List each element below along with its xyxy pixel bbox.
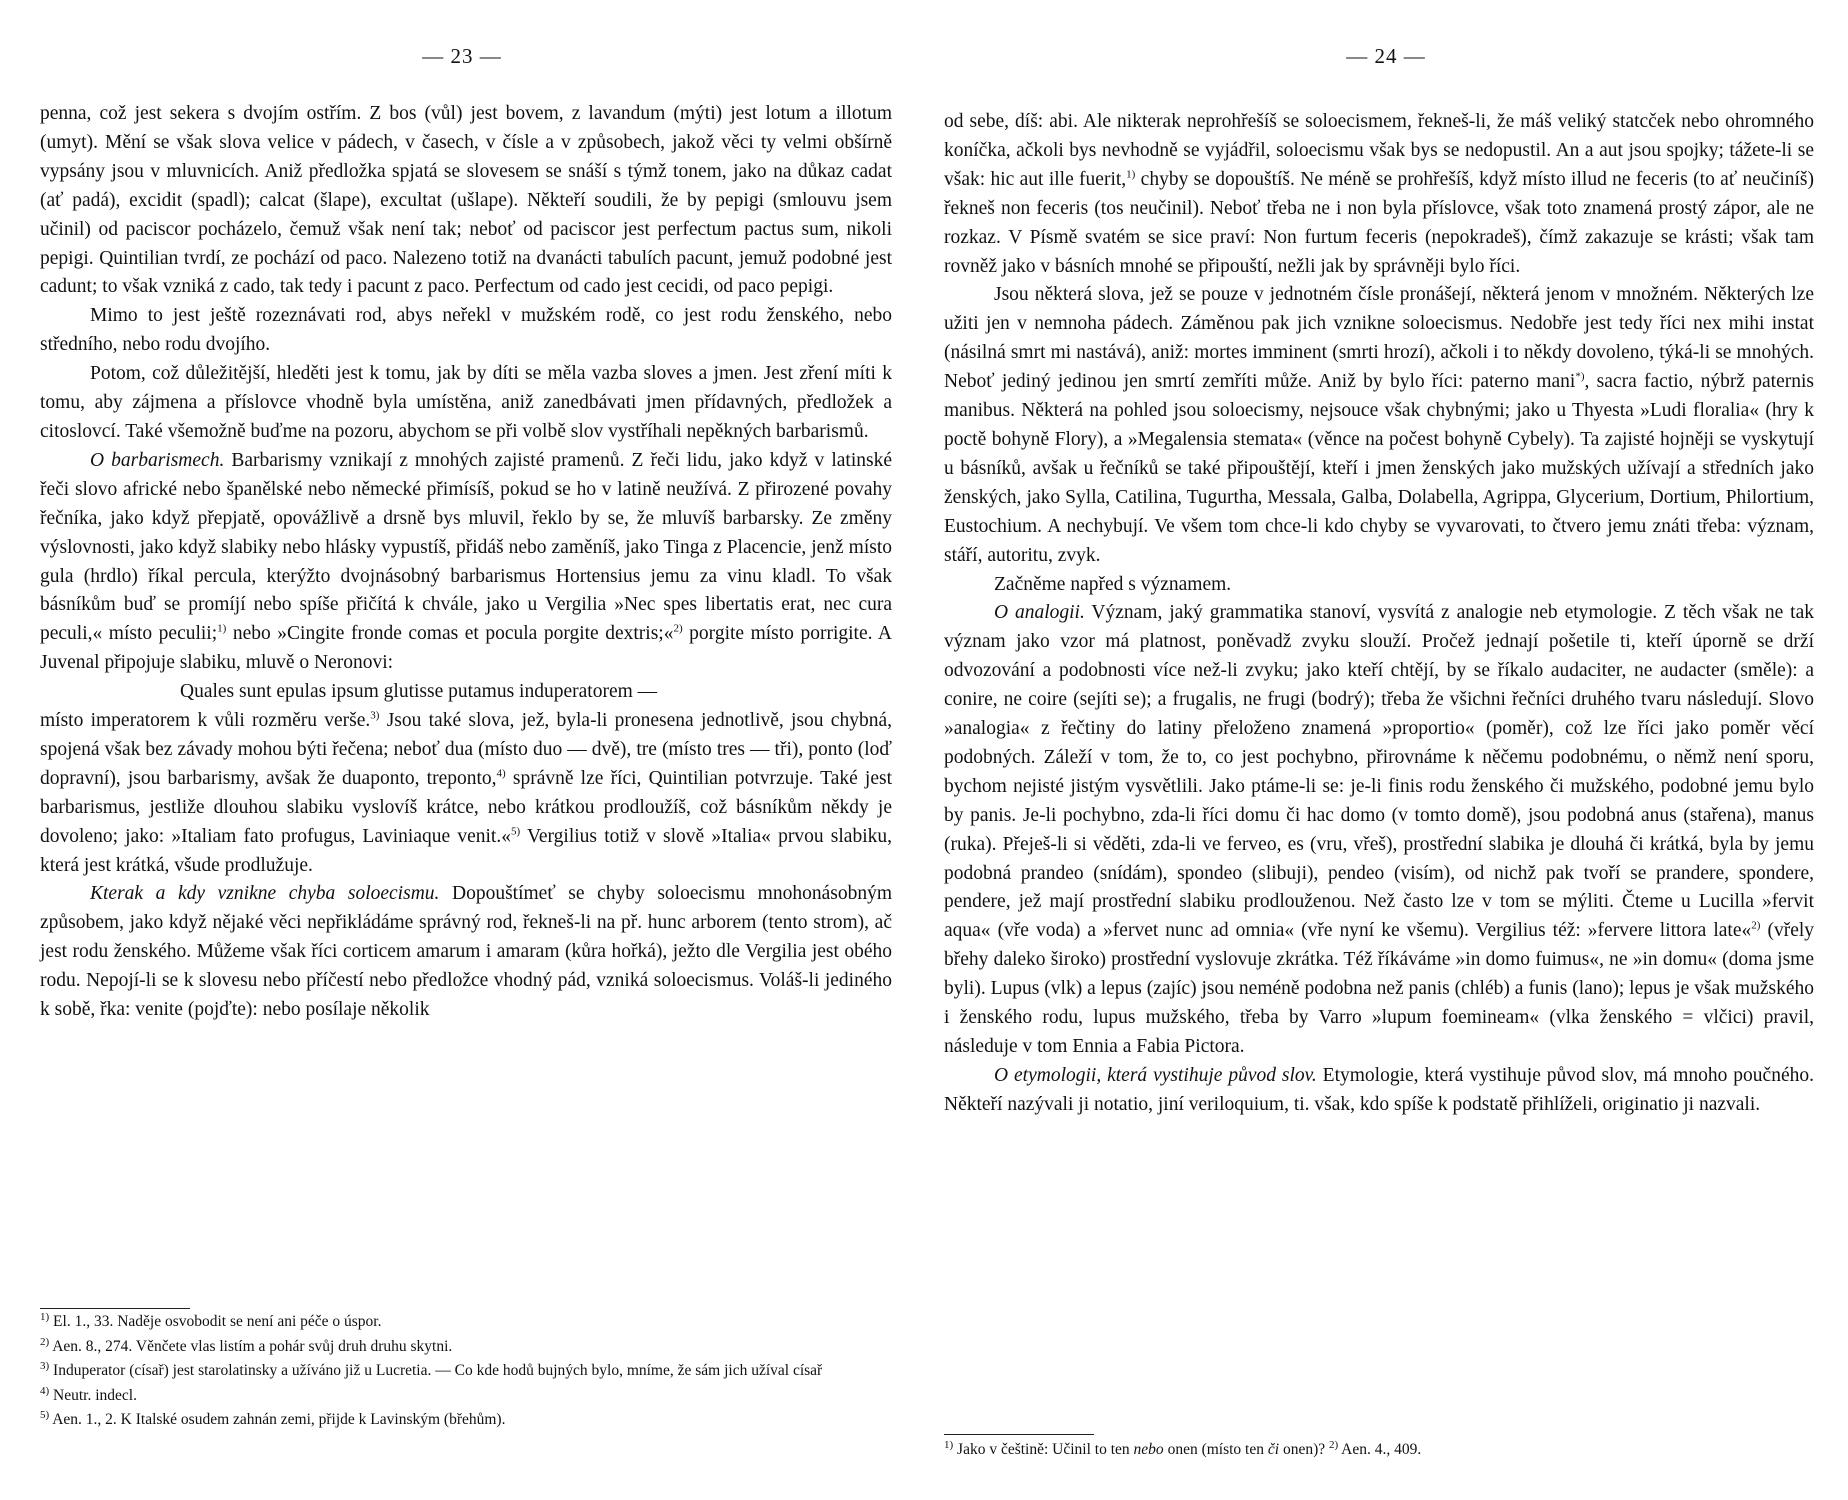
paragraph-text: správně lze říci, Quintilian potvrzuje. Také jest barbarismus, jestliže dlouhou slabiku vyslovíš krátce, nebo krátkou prodloužíš, což básníkům někdy je dovoleno; jako: »Italiam fato profugus, Laviniaque venit.«: [40, 767, 893, 847]
footnote-divider: [40, 1308, 190, 1309]
page-24: [924, 0, 1848, 1500]
paragraph: [40, 447, 892, 678]
footnote-divider: [944, 1434, 1094, 1435]
footnote-mark: 5): [40, 1408, 50, 1421]
paragraph-text: Vergilius totiž v slově »Italia« prvou slabiku, která jest krátká, všude prodlužuje.: [40, 825, 892, 876]
paragraph: Mimo to jest ještě rozeznávati rod, abys neřekl v mužském rodě, co jest rodu ženského, nebo středního, nebo rodu dvojího.: [40, 305, 892, 356]
paragraph-text: nebo »Cingite fronde comas et pocula porgite dextris;«: [226, 623, 674, 645]
footnote: [40, 1335, 892, 1360]
paragraph: [40, 880, 892, 1025]
paragraph-text: porgite místo porrigite. A Juvenal připojuje slabiku, mluvě o Neronovi:: [40, 623, 893, 674]
footnote-ref: 1): [1126, 168, 1136, 181]
footnote-text: onen)?: [1279, 1441, 1329, 1458]
page-number: — 24 —: [1346, 44, 1426, 68]
paragraph: [944, 599, 1814, 1062]
footnote-text: Neutr. indecl.: [53, 1386, 137, 1404]
footnote-mark: 4): [40, 1384, 50, 1397]
paragraph-text: Jsou některá slova, jež se pouze v jednotném čísle pronášejí, některá jenom v množném. Některých lze užiti jen v nemnoha pádech. Záměnou pak jich vznikne soloecismus. Nedobře jest tedy říci nex mihi instat (násilná smrt mi nastává), aniž: mortes imminent (smrti hrozí), ačkoli i to někdy dovoleno, týká-li se mnohých. Neboť jediný jedinou jen smrtí zemříti může. Aniž by bylo říci: paterno mani: [944, 284, 1814, 393]
page-body: [40, 100, 892, 1025]
page-body: [944, 108, 1814, 1120]
paragraph: Začněme napřed s významem.: [994, 573, 1232, 595]
footnote-mark: 2): [40, 1335, 50, 1348]
footnote-ref: 2): [1751, 919, 1761, 932]
footnote-text: onen (místo ten: [1163, 1441, 1268, 1458]
section-heading: O etymologii, která vystihuje původ slov.: [994, 1064, 1317, 1086]
footnote-text: Aen. 4., 409.: [1338, 1441, 1422, 1458]
footnote-ref: *): [1575, 370, 1585, 383]
footnote: [40, 1408, 892, 1433]
paragraph-text: místo imperatorem k vůli rozměru verše.: [40, 710, 371, 732]
paragraph: penna, což jest sekera s dvojím ostřím. Z bos (vůl) jest bovem, z lavandum (mýti) jest lotum a illotum (umyt). Mění se však slova velice v pádech, v časech, v čísle a v způsobech, jakož věci ty velmi obšírně vypsány jsou v mluvnicích. Aniž předložka spjatá se slovesem se snáší s týmž tonem, jako na důkaz cadat (ať padá), excidit (spadl); calcat (šlape), excultat (ušlape). Někteří soudili, že by pepigi (smlouvu jsem učinil) od paciscor pocházelo, čemuž však není tak; neboť od paciscor jest perfectum pactus sum, nikoli pepigi. Quintilian tvrdí, ze pochází od paco. Nalezeno totiž na dvanácti tabulích pacunt, jemuž podobné jest cadunt; to však vzniká z cado, tak tedy i pacunt z paco. Perfectum od cado jest cecidi, od paco pepigi.: [40, 103, 892, 298]
footnote-text: El. 1., 33. Naděje osvobodit se není ani péče o úspor.: [53, 1313, 382, 1330]
paragraph-text: (vřely břehy daleko široko) prostřední vyslovuje zkrátka. Též říkáváme »in domo fuimus«, ne »in domu« (doma jsme byli). Lupus (vlk) a lepus (zajíc) jsou neméně podobna než panis (chléb) a funis (lano); lepus je však mužského i ženského rodu, lupus mužského, třeba by Varro »lupum foemineam« (vlka ženského = vlčici) pravil, následuje v tom Ennia a Fabia Pictora.: [944, 920, 1815, 1057]
paragraph-text: Význam, jaký grammatika stanoví, vysvítá z analogie neb etymologie. Z těch však ne tak význam jako vzor má platnost, poněvadž zvyku slouží. Pročež jednají pošetile ti, kteří úporně se drží odvozování a podobnosti více než-li zvyku; jako kteří chtějí, by se říkalo audaciter, ne audacter (směle): a conire, ne coire (sejíti se); a frugalis, ne frugi (bodrý); třeba že všichni řečníci druhého tvaru následují. Slovo »analogia« z řečtiny do latiny přeloženo znamená »proportio« (poměr), což lze říci jako poměr věcí podobných. Záleží v tom, že to, co jest pochybno, přirovnáme k něčemu podobnému, o němž není sporu, bychom nejisté jistým vysvětlili. Jako ptáme-li se: je-li finis rodu ženského či mužského, podobné jemu bylo by panis. Je-li pochybno, zda-li říci domu či hac domo (v tomto domě), jsou podobná anus (stařena), manus (ruka). Přeješ-li si věděti, zda-li ve ferveo, es (vru, vřeš), prostřední slabika je dlouhá či krátká, byla by jemu podobná prandeo (snídám), spondeo (slibuji), pendeo (visím), od nichž pak tvoří se prandere, spondere, pendere, jež mají prostřední slabiku prodlouženou. Než často lze v tom se mýliti. Čteme u Lucilla »fervit aqua« (vře voda) a »fervet nunc ad omnia« (vře nyní ke všemu). Vergilius též: »fervere littora late«: [944, 602, 1814, 942]
footnote-mark: 1): [944, 1438, 954, 1451]
footnotes: [40, 1310, 892, 1433]
footnote-ref: 5): [510, 825, 521, 838]
paragraph: [944, 1062, 1814, 1120]
paragraph: [944, 281, 1814, 570]
section-heading: O barbarismech.: [90, 449, 225, 471]
page-number: — 23 —: [422, 44, 502, 68]
footnotes: [944, 1438, 1814, 1463]
footnote-ref: 4): [496, 767, 506, 780]
paragraph-text: Barbarismy vznikají z mnohých zajisté pramenů. Z řeči lidu, jako když v latinské řeči slovo africké nebo španělské nebo německé přimísíš, pokud se ho v latině neužívá. Z přirozené povahy řečníka, jako když přepjatě, opovážlivě a drsně bys mluvil, řeklo by se, že mluvíš barbarsky. Ze změny výslovnosti, jako když slabiky nebo hlásky vypustíš, přidáš nebo zaměníš, jako Tinga z Placencie, jenž místo gula (hrdlo) říkal percula, kterýžto dvojnásobný barbarismus Hortensius jemu za vinu kladl. To však básníkům buď se promíjí nebo spíše přičítá k chvále, jako u Vergilia »Nec spes libertatis erat, nec cura peculi,« místo peculii;: [40, 449, 892, 645]
footnote-mark: 1): [40, 1310, 50, 1323]
footnote: [944, 1438, 1814, 1463]
footnote: [40, 1359, 892, 1384]
footnote-ref: 2): [673, 622, 683, 635]
section-heading: Kterak a kdy vznikne chyba soloecismu.: [90, 883, 440, 905]
footnote: [40, 1310, 892, 1335]
footnote-text: Jako v češtině: Učinil to ten: [953, 1441, 1134, 1458]
footnote-text: Aen. 8., 274. Věnčete vlas listím a pohár svůj druh druhu skytni.: [52, 1337, 453, 1355]
footnote-ref: 3): [370, 709, 380, 722]
section-heading: O analogii.: [994, 602, 1085, 624]
footnote-ref: 1): [217, 622, 227, 635]
verse-quote: Quales sunt epulas ipsum glutisse putamus induperatorem —: [180, 681, 658, 703]
paragraph-text: Jsou také slova, jež, byla-li pronesena jednotlivě, jsou chybná, spojená však bez závady mohou býti řečena; neboť dua (místo duo — dvě), tre (místo tres — tři), ponto (loď dopravní), jsou barbarismy, avšak že duaponto, treponto,: [40, 710, 892, 789]
footnote-mark: 2): [1328, 1438, 1339, 1451]
paragraph-text: chyby se dopouštíš. Ne méně se prohřešíš, když místo illud ne feceris (to ať neučiníš) řekneš non feceris (tos neučinil). Neboť třeba ne i non byla příslovce, však toto znamená prostý zápor, ale ne rozkaz. V Písmě svatém se sice praví: Non furtum feceris (nepokradeš), čímž zakazuje se krásti; však tam rovněž jako v básních mnohé se připouští, nežli jak by správněji bylo říci.: [944, 168, 1814, 277]
footnote: [40, 1384, 892, 1409]
paragraph: [40, 707, 892, 880]
footnote-text: Aen. 1., 2. K Italské osudem zahnán zemi, přijde k Lavinským (břehům).: [52, 1411, 506, 1428]
footnote-emphasis: či: [1267, 1441, 1280, 1458]
paragraph-text: , sacra factio, nýbrž paternis manibus. Některá na pohled jsou soloecismy, nejsouce však chybnými; jako u Thyesta »Ludi floralia« (hry k poctě bohyně Flory), a »Megalensia stemata« (věnce na počest bohyně Cybely). Ta zajisté hojněji se vyskytují u básníků, avšak u řečníků se také připouštějí, kteří i jmen ženských jako mužských užívají a středních jako ženských, jako Sylla, Catilina, Tugurtha, Messala, Galba, Dolabella, Agrippa, Glycerium, Dortium, Philortium, Eustochium. A nechybují. Ve všem tom chce-li kdo chyby se vyvarovati, to čtvero jemu znáti třeba: význam, stáří, autoritu, zvyk.: [944, 371, 1814, 566]
footnote-text: Induperator (císař) jest starolatinsky a užíváno již u Lucretia. — Co kde hodů bujných bylo, mníme, že sám jich užíval císař: [53, 1362, 823, 1379]
paragraph-text: od sebe, díš: abi. Ale nikterak neprohřešíš se soloecismem, řekneš-li, že máš veliký statcček nebo ohromného koníčka, ačkoli bys nevhodně se vyjádřil, soloecismu však bys se nedopustil. An a aut jsou spojky; tážete-li se však: hic aut ille fuerit,: [944, 111, 1814, 190]
paragraph-text: Etymologie, která vystihuje původ slov, má mnoho poučného. Někteří nazývali ji notatio, jiní veriloquium, ti. však, kdo spíše k podstatě přihlíželi, originatio ji nazvali.: [944, 1064, 1814, 1115]
footnote-mark: 3): [40, 1359, 50, 1372]
paragraph-text: Dopouštímeť se chyby soloecismu mnohonásobným způsobem, jako když nějaké věci nepřikládáme správný rod, řekneš-li na př. hunc arborem (tento strom), ač jest rodu ženského. Můžeme však říci corticem amarum i amaram (kůra hořká), ježto dle Vergilia jest obého rodu. Nepojí-li se k slovesu nebo příčestí nebo předložce vhodný pád, vzniká soloecismus. Voláš-li jediného k sobě, řka: venite (pojďte): nebo posílaje několik: [40, 883, 892, 1021]
paragraph: Potom, což důležitější, hleděti jest k tomu, jak by díti se měla vazba sloves a jmen. Jest zření míti k tomu, aby zájmena a příslovce vhodně byla umístěna, aniž zanedbávati jmen přídavných, předložek a citoslovcí. Také všemožně buďme na pozoru, abychom se při volbě slov vystříhali nepěkných barbarismů.: [40, 363, 892, 442]
paragraph: [944, 108, 1814, 281]
footnote-emphasis: nebo: [1133, 1441, 1164, 1458]
